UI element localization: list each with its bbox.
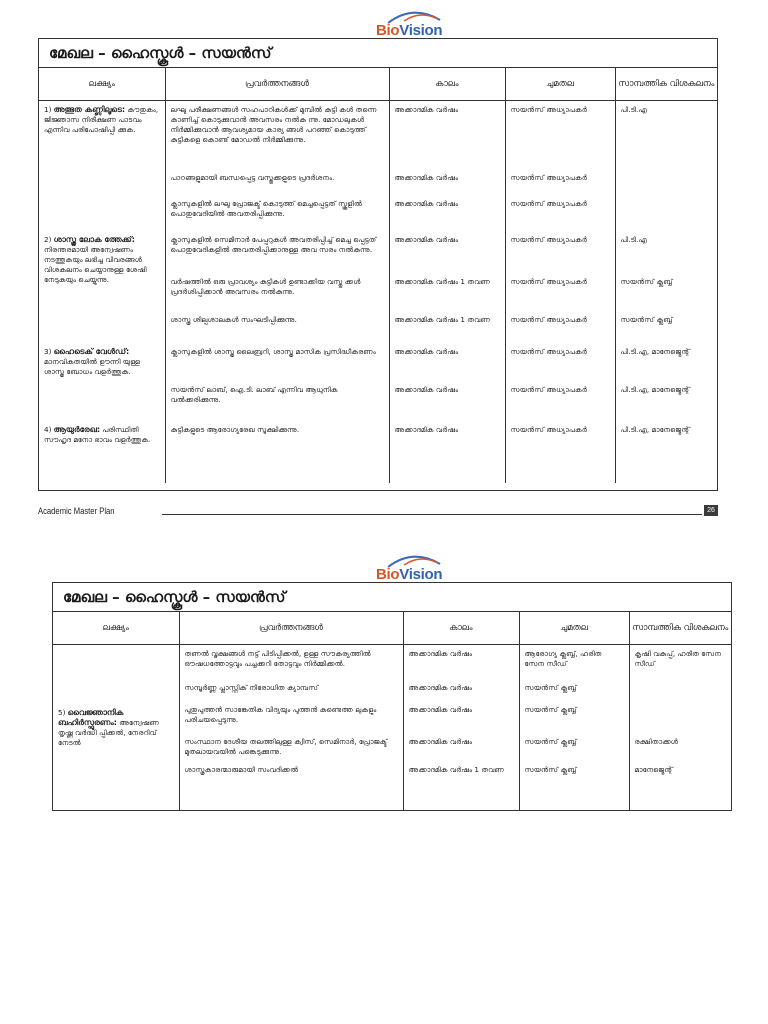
budget-cell [615,173,717,199]
responsible-cell: ആരോഗ്യ ക്ലബ്ബ്, ഹരിത സേന സീഡ് [519,645,629,683]
table-row [39,101,717,173]
goal-description: അന്വേഷണ തൃഷ്ണ വർദ്ധി പ്പിക്കൽ, നേരറിവ് നേടൽ [58,717,159,747]
budget-cell [615,199,717,235]
budget-cell: കൃഷി വകുപ്പ്, ഹരിത സേന സീഡ് [634,649,722,668]
goal-cell [39,425,165,483]
goal-cell [53,645,179,811]
section-title: മേഖല – ഹൈസ്കൂൾ – സയൻസ് [53,583,731,612]
column-header-goal: ലക്ഷ്യം [53,612,179,645]
responsible-cell: സയൻസ് അധ്യാപകർ [505,235,615,277]
period-cell: അക്കാദമിക വർഷം [389,425,505,483]
plan-table [53,612,731,811]
column-header-period: കാലം [389,68,505,101]
goal-heading: വൈജ്ഞാനിക ബഹിർസ്ഫുരണം: [58,707,124,727]
activity-cell: പുതുപുത്തൻ സാങ്കേതിക വിദ്യയും പുത്തൻ കണ്ടെത്ത ലുകളും പരിചയപ്പെടുന്നു. [179,705,403,737]
page-number-badge: 26 [704,505,718,516]
period-cell: അക്കാദമിക വർഷം [389,101,505,173]
period-cell: അക്കാദമിക വർഷം 1 തവണ [389,277,505,315]
activity-cell: സയൻസ് ലാബ്, ഐ.ടി. ലാബ് എന്നിവ ആധുനിക വൽക്കരിക്കുന്നു. [165,385,389,425]
activity-cell: സമ്പൂർണ്ണ പ്ലാസ്റ്റിക് നിരോധിത ക്യാമ്പസ് [179,683,403,705]
goal-number: 5) [58,707,68,717]
goal-heading: അത്ഭുത കണ്ണിലൂടെ: [53,105,126,114]
goal-cell [39,235,165,347]
period-cell: അക്കാദമിക വർഷം 1 തവണ [403,765,519,811]
activity-cell: ശാസ്ത്രകാരന്മാരുമായി സംവദിക്കൽ [179,765,403,811]
period-cell: അക്കാദമിക വർഷം [389,385,505,425]
responsible-cell: സയൻസ് അധ്യാപകർ [505,425,615,483]
logo-bio-text: Bio [376,566,400,583]
budget-cell [629,705,731,737]
budget-cell: പി.ടി.എ, മാനേജ്മെന്റ് [620,346,690,356]
logo-bio-text: Bio [376,22,400,39]
activity-cell: പാഠങ്ങളുമായി ബന്ധപ്പെട്ട വസ്തുക്കളുടെ പ്രദർശനം. [165,173,389,199]
goal-number: 3) [44,346,54,356]
responsible-cell: സയൻസ് അധ്യാപകർ [505,101,615,173]
column-header-budget: സാമ്പത്തിക വിശകലനം [629,612,731,645]
activity-cell: ക്ലാസുകളിൽ സെമിനാർ പേപ്പറുകൾ അവതരിപ്പിച്ച് മെച്ച പ്പെട്ടത് പൊതുവേദികളിൽ അവതരിപ്പിക്കാനുള്ള അവ സരം നൽകുന്നു. [165,235,389,277]
period-cell: അക്കാദമിക വർഷം [389,235,505,277]
goal-heading: ആയുർരേഖ: [53,424,101,434]
period-cell: അക്കാദമിക വർഷം [389,173,505,199]
responsible-cell: സയൻസ് അധ്യാപകർ [505,385,615,425]
goal-description: മാനവികതയിൽ ഊന്നി യുള്ള ശാസ്ത്ര ബോധം വളർത്തുക. [44,356,141,376]
activity-cell: കുട്ടികളുടെ ആരോഗ്യരേഖ സൂക്ഷിക്കുന്നു. [165,425,389,483]
budget-cell: പി.ടി.എ, മാനേജ്മെന്റ് [620,424,690,434]
table-row [53,645,731,683]
column-header-period: കാലം [403,612,519,645]
period-cell: അക്കാദമിക വർഷം 1 തവണ [389,315,505,347]
budget-cell: പി.ടി.എ [620,105,647,114]
activity-cell: സംസ്ഥാന ദേശീയ തലത്തിലുള്ള ക്വിസ്, സെമിനാർ, പ്രോജക്ട് മുതലായവയിൽ പങ്കെടുക്കുന്നു. [179,737,403,765]
goal-heading: ശാസ്ത്ര ലോക ത്തേക്ക്: [53,234,136,244]
responsible-cell: സയൻസ് അധ്യാപകർ [505,315,615,347]
activity-cell: തണൽ വൃക്ഷങ്ങൾ നട്ട് പിടിപ്പിക്കൽ, ഉള്ള സൗകര്യത്തിൽ ഔഷധത്തോട്ടവും പച്ചക്കറി തോട്ടവും നിർമ്മിക്കൽ. [179,645,403,683]
activity-cell: ശാസ്ത്ര ശില്പശാലകൾ സംഘടിപ്പിക്കുന്നു. [165,315,389,347]
responsible-cell: സയൻസ് അധ്യാപകർ [505,173,615,199]
responsible-cell: സയൻസ് അധ്യാപകർ [505,347,615,385]
goal-cell [39,347,165,425]
column-header-responsible: ചുമതല [519,612,629,645]
goal-description: പരിസ്ഥിതി സൗഹൃദ മനോ ഭാവം വളർത്തുക. [44,424,151,444]
responsible-cell: സയൻസ് ക്ലബ്ബ് [519,765,629,811]
responsible-cell: സയൻസ് അധ്യാപകർ [505,199,615,235]
period-cell: അക്കാദമിക വർഷം [403,705,519,737]
table-row [39,347,717,385]
goal-description: നിരന്തരമായി അന്വേഷണം നടത്തുകയും ലഭിച്ച വിവരങ്ങൾ വിശകലനം ചെയ്യാനുള്ള ശേഷി നേടുകയും ചെയ്യുന്നു. [44,244,147,284]
logo-vision-text: Vision [399,22,443,39]
table-row [39,425,717,483]
responsible-cell: സയൻസ് ക്ലബ്ബ് [519,737,629,765]
activity-cell: ക്ലാസുകളിൽ ലഘു പ്രോജക്ട് കൊടുത്ത് മെച്ചപ്പെട്ടത് സ്കൂളിൽ പൊതുവേദിയിൽ അവതരിപ്പിക്കുന്നു. [165,199,389,235]
responsible-cell: സയൻസ് ക്ലബ്ബ് [519,683,629,705]
table-row [39,235,717,277]
budget-cell: രക്ഷിതാക്കൾ [634,736,678,746]
responsible-cell: സയൻസ് ക്ലബ്ബ് [519,705,629,737]
activity-cell: വർഷത്തിൽ ഒരു പ്രാവശ്യം കുട്ടികൾ ഉണ്ടാക്കിയ വസ്തു ക്കൾ പ്രദർശിപ്പിക്കാൻ അവസരം നൽകുന്നു. [165,277,389,315]
activity-cell: ലഘു പരീക്ഷണങ്ങൾ സഹപാഠികൾക്ക് മുമ്പിൽ കുട്ടി കൾ തന്നെ കാണിച്ച് കൊടുക്കുവാൻ അവസരം നൽകു ന്നു. മോഡലുകൾ നിർമ്മിക്കുവാൻ ആവശ്യമായ കാര്യ ങ്ങൾ പറഞ്ഞ് കൊടുത്ത് കുട്ടികളെ കൊണ്ട് മോഡൽ നിർമ്മിക്കുന്നു. [165,101,389,173]
plan-table-frame-page-1 [38,38,718,491]
column-header-activities: പ്രവർത്തനങ്ങൾ [165,68,389,101]
goal-number: 2) [44,234,54,244]
period-cell: അക്കാദമിക വർഷം [403,683,519,705]
column-header-responsible: ചുമതല [505,68,615,101]
section-title: മേഖല – ഹൈസ്കൂൾ – സയൻസ് [39,39,717,68]
budget-cell [629,683,731,705]
goal-number: 1) [44,105,54,114]
budget-cell: സയൻസ് ക്ലബ്ബ് [620,314,673,324]
goal-number: 4) [44,424,54,434]
logo-vision-text: Vision [399,566,443,583]
budget-cell: സയൻസ് ക്ലബ്ബ് [620,276,673,286]
period-cell: അക്കാദമിക വർഷം [389,199,505,235]
footer-label: Academic Master Plan [38,506,115,516]
activity-cell: ക്ലാസുകളിൽ ശാസ്ത്ര ലൈബ്രറി, ശാസ്ത്ര മാസിക പ്രസിദ്ധീകരണം [165,347,389,385]
column-header-goal: ലക്ഷ്യം [39,68,165,101]
period-cell: അക്കാദമിക വർഷം [403,737,519,765]
budget-cell: മാനേജ്മെന്റ് [634,764,673,774]
column-header-budget: സാമ്പത്തിക വിശകലനം [615,68,717,101]
goal-description: കൗതുകം, ജിജ്ഞാസ നിരീക്ഷണ പാടവം എന്നിവ പരിപോഷിപ്പി ക്കുക. [44,105,159,134]
responsible-cell: സയൻസ് അധ്യാപകർ [505,277,615,315]
period-cell: അക്കാദമിക വർഷം [389,347,505,385]
footer-divider [162,514,702,515]
budget-cell: പി.ടി.എ [620,234,647,244]
plan-table-frame-page-2 [52,582,732,811]
column-header-activities: പ്രവർത്തനങ്ങൾ [179,612,403,645]
goal-heading: ഹൈടെക് വേൾഡ്: [53,346,130,356]
budget-cell: പി.ടി.എ, മാനേജ്മെന്റ് [620,384,690,394]
period-cell: അക്കാദമിക വർഷം [403,645,519,683]
goal-cell [39,101,165,235]
plan-table [39,68,717,483]
